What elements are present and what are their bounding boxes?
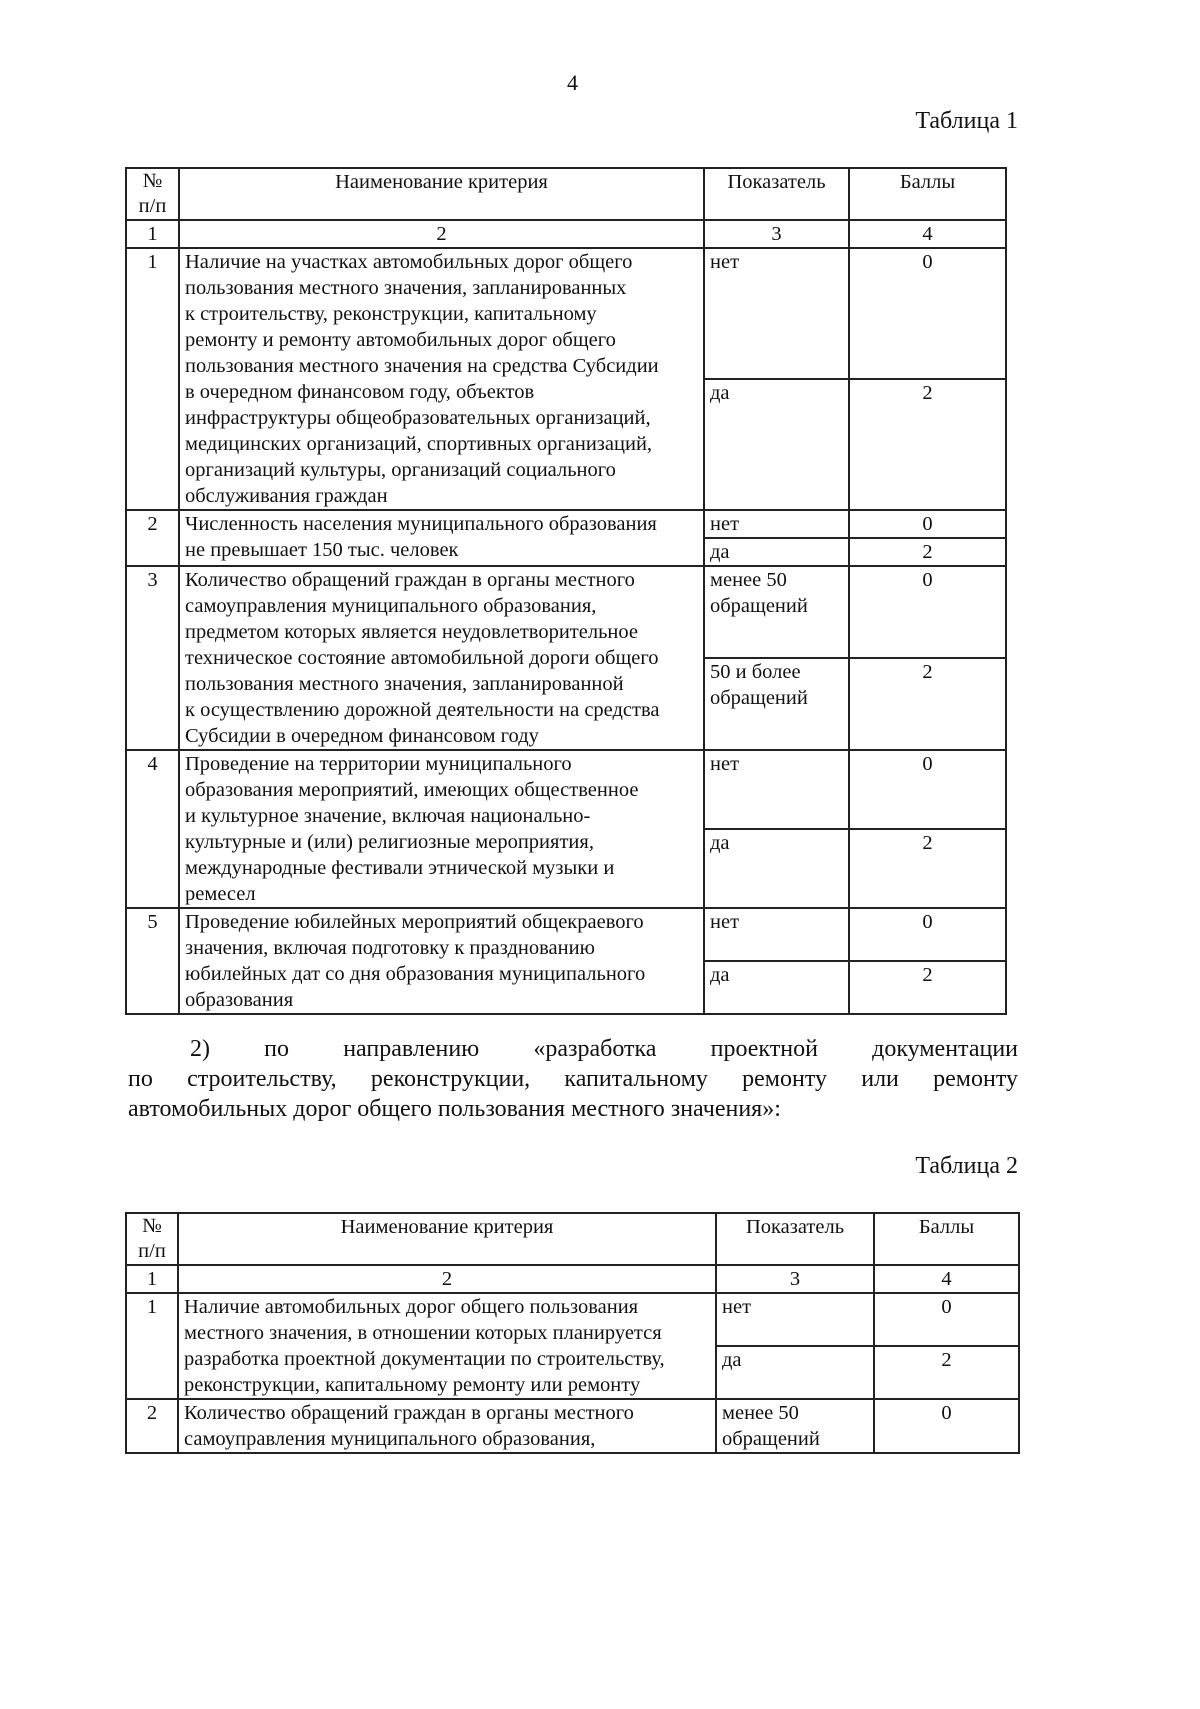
criterion-line: предметом которых является неудовлетворительное — [185, 621, 639, 643]
criterion-line: пользования местного значения, запланированной — [185, 673, 624, 695]
indicator-cell — [704, 510, 849, 538]
criterion-line: образования — [185, 989, 294, 1011]
header-indicator: Показатель — [704, 168, 849, 220]
indicator-line: нет — [710, 513, 740, 535]
header-criterion: Наименование критерия — [179, 168, 704, 220]
criterion-line: пользования местного значения, запланированных — [185, 277, 627, 299]
header-row — [126, 1213, 1019, 1265]
criterion-line: Количество обращений граждан в органы местного — [184, 1402, 634, 1424]
criterion-cell — [179, 566, 704, 750]
indicator-cell — [704, 750, 849, 829]
row-number: 4 — [126, 750, 179, 908]
score-cell: 0 — [874, 1399, 1019, 1453]
score-cell: 2 — [849, 829, 1006, 908]
criterion-line: Количество обращений граждан в органы местного — [185, 569, 635, 591]
score-cell: 2 — [849, 961, 1006, 1014]
indicator-cell — [704, 658, 849, 750]
column-number: 1 — [126, 1265, 178, 1293]
criterion-line: к осуществлению дорожной деятельности на средства — [185, 699, 660, 721]
table-row — [126, 1293, 1019, 1346]
criterion-line: ремонту и ремонту автомобильных дорог общего — [185, 329, 616, 351]
criterion-line: ремесел — [185, 883, 256, 905]
header-criterion: Наименование критерия — [178, 1213, 716, 1265]
row-number: 1 — [126, 248, 179, 510]
column-number: 4 — [849, 220, 1006, 248]
header-number-text: № п/п — [138, 170, 167, 217]
criterion-line: в очередном финансовом году, объектов — [185, 381, 535, 403]
column-number: 2 — [178, 1265, 716, 1293]
criterion-line: и культурное значение, включая национально- — [185, 805, 591, 827]
criterion-line: Субсидии в очередном финансовом году — [185, 725, 539, 747]
indicator-line: обращений — [710, 595, 808, 617]
table-row — [126, 566, 1006, 658]
criterion-line: образования мероприятий, имеющих общественное — [185, 779, 639, 801]
table-row — [126, 248, 1006, 379]
score-cell: 2 — [849, 379, 1006, 510]
table-2 — [125, 1212, 1020, 1454]
score-cell: 2 — [849, 538, 1006, 566]
score-cell: 0 — [874, 1293, 1019, 1346]
table-row — [126, 1399, 1019, 1453]
criterion-line: разработка проектной документации по строительству, — [184, 1348, 665, 1370]
criterion-line: Проведение на территории муниципального — [185, 753, 572, 775]
indicator-cell — [704, 566, 849, 658]
criterion-line: Наличие на участках автомобильных дорог общего — [185, 251, 633, 273]
column-number: 3 — [704, 220, 849, 248]
indicator-cell — [704, 961, 849, 1014]
criterion-line: медицинских организаций, спортивных организаций, — [185, 433, 653, 455]
indicator-line: да — [710, 832, 730, 854]
criterion-line: международные фестивали этнической музыки и — [185, 857, 615, 879]
criterion-line: не превышает 150 тыс. человек — [185, 539, 459, 561]
paragraph-line: по строительству, реконструкции, капитальному ремонту или ремонту — [128, 1066, 1018, 1092]
section-paragraph — [128, 1034, 1018, 1124]
score-cell: 0 — [849, 750, 1006, 829]
indicator-line: да — [710, 382, 730, 404]
row-number: 1 — [126, 1293, 178, 1399]
criterion-line: реконструкции, капитальному ремонту или ремонту — [184, 1374, 641, 1396]
column-number: 4 — [874, 1265, 1019, 1293]
header-score: Баллы — [874, 1213, 1019, 1265]
indicator-cell — [704, 829, 849, 908]
criterion-line: техническое состояние автомобильной дороги общего — [185, 647, 659, 669]
row-number: 5 — [126, 908, 179, 1014]
criterion-cell — [179, 908, 704, 1014]
criterion-line: значения, включая подготовку к празднованию — [185, 937, 595, 959]
table-row — [126, 750, 1006, 829]
paragraph-line: 2) по направлению «разработка проектной документации — [190, 1036, 1018, 1062]
indicator-line: нет — [710, 753, 740, 775]
row-number: 2 — [126, 1399, 178, 1453]
indicator-cell — [704, 538, 849, 566]
indicator-line: 50 и более — [710, 661, 801, 683]
indicator-line: да — [710, 964, 730, 986]
page-number: 4 — [567, 70, 578, 95]
criterion-line: инфраструктуры общеобразовательных организаций, — [185, 407, 651, 429]
paragraph-line: автомобильных дорог общего пользования местного значения»: — [128, 1096, 781, 1122]
column-number-row — [126, 1265, 1019, 1293]
header-number — [126, 1213, 178, 1265]
criterion-line: пользования местного значения на средства Субсидии — [185, 355, 659, 377]
row-number: 3 — [126, 566, 179, 750]
indicator-line: да — [722, 1349, 742, 1371]
indicator-line: нет — [710, 251, 740, 273]
column-number: 1 — [126, 220, 179, 248]
score-cell: 0 — [849, 908, 1006, 961]
indicator-line: обращений — [722, 1428, 820, 1450]
criterion-cell — [178, 1399, 716, 1453]
criterion-line: самоуправления муниципального образования, — [184, 1428, 596, 1450]
indicator-line: обращений — [710, 687, 808, 709]
indicator-cell — [716, 1346, 874, 1399]
criterion-cell — [179, 750, 704, 908]
indicator-line: менее 50 — [722, 1402, 799, 1424]
score-cell: 2 — [849, 658, 1006, 750]
table-row — [126, 510, 1006, 538]
indicator-line: нет — [710, 911, 740, 933]
indicator-cell — [704, 908, 849, 961]
indicator-cell — [704, 248, 849, 379]
indicator-cell — [704, 379, 849, 510]
indicator-line: менее 50 — [710, 569, 787, 591]
score-cell: 0 — [849, 248, 1006, 379]
header-indicator: Показатель — [716, 1213, 874, 1265]
criterion-line: культурные и (или) религиозные мероприятия, — [185, 831, 594, 853]
score-cell: 2 — [874, 1346, 1019, 1399]
indicator-line: да — [710, 541, 730, 563]
criterion-line: обслуживания граждан — [185, 485, 388, 507]
header-score: Баллы — [849, 168, 1006, 220]
criterion-line: местного значения, в отношении которых планируется — [184, 1322, 662, 1344]
criterion-line: организаций культуры, организаций социального — [185, 459, 616, 481]
score-cell: 0 — [849, 510, 1006, 538]
header-number — [126, 168, 179, 220]
table2-caption: Таблица 2 — [915, 1153, 1018, 1179]
column-number-row — [126, 220, 1006, 248]
table-row — [126, 908, 1006, 961]
criterion-line: Наличие автомобильных дорог общего пользования — [184, 1296, 639, 1318]
indicator-cell — [716, 1293, 874, 1346]
criterion-line: самоуправления муниципального образования, — [185, 595, 597, 617]
table-1 — [125, 167, 1007, 1015]
criterion-line: Проведение юбилейных мероприятий общекраевого — [185, 911, 644, 933]
criterion-cell — [178, 1293, 716, 1399]
table1-caption: Таблица 1 — [915, 108, 1018, 134]
criterion-cell — [179, 510, 704, 566]
criterion-line: Численность населения муниципального образования — [185, 513, 657, 535]
criterion-line: юбилейных дат со дня образования муниципального — [185, 963, 646, 985]
criterion-cell — [179, 248, 704, 510]
column-number: 2 — [179, 220, 704, 248]
header-number-text: № п/п — [138, 1215, 166, 1262]
column-number: 3 — [716, 1265, 874, 1293]
criterion-line: к строительству, реконструкции, капитальному — [185, 303, 597, 325]
header-row — [126, 168, 1006, 220]
row-number: 2 — [126, 510, 179, 566]
indicator-cell — [716, 1399, 874, 1453]
indicator-line: нет — [722, 1296, 752, 1318]
score-cell: 0 — [849, 566, 1006, 658]
